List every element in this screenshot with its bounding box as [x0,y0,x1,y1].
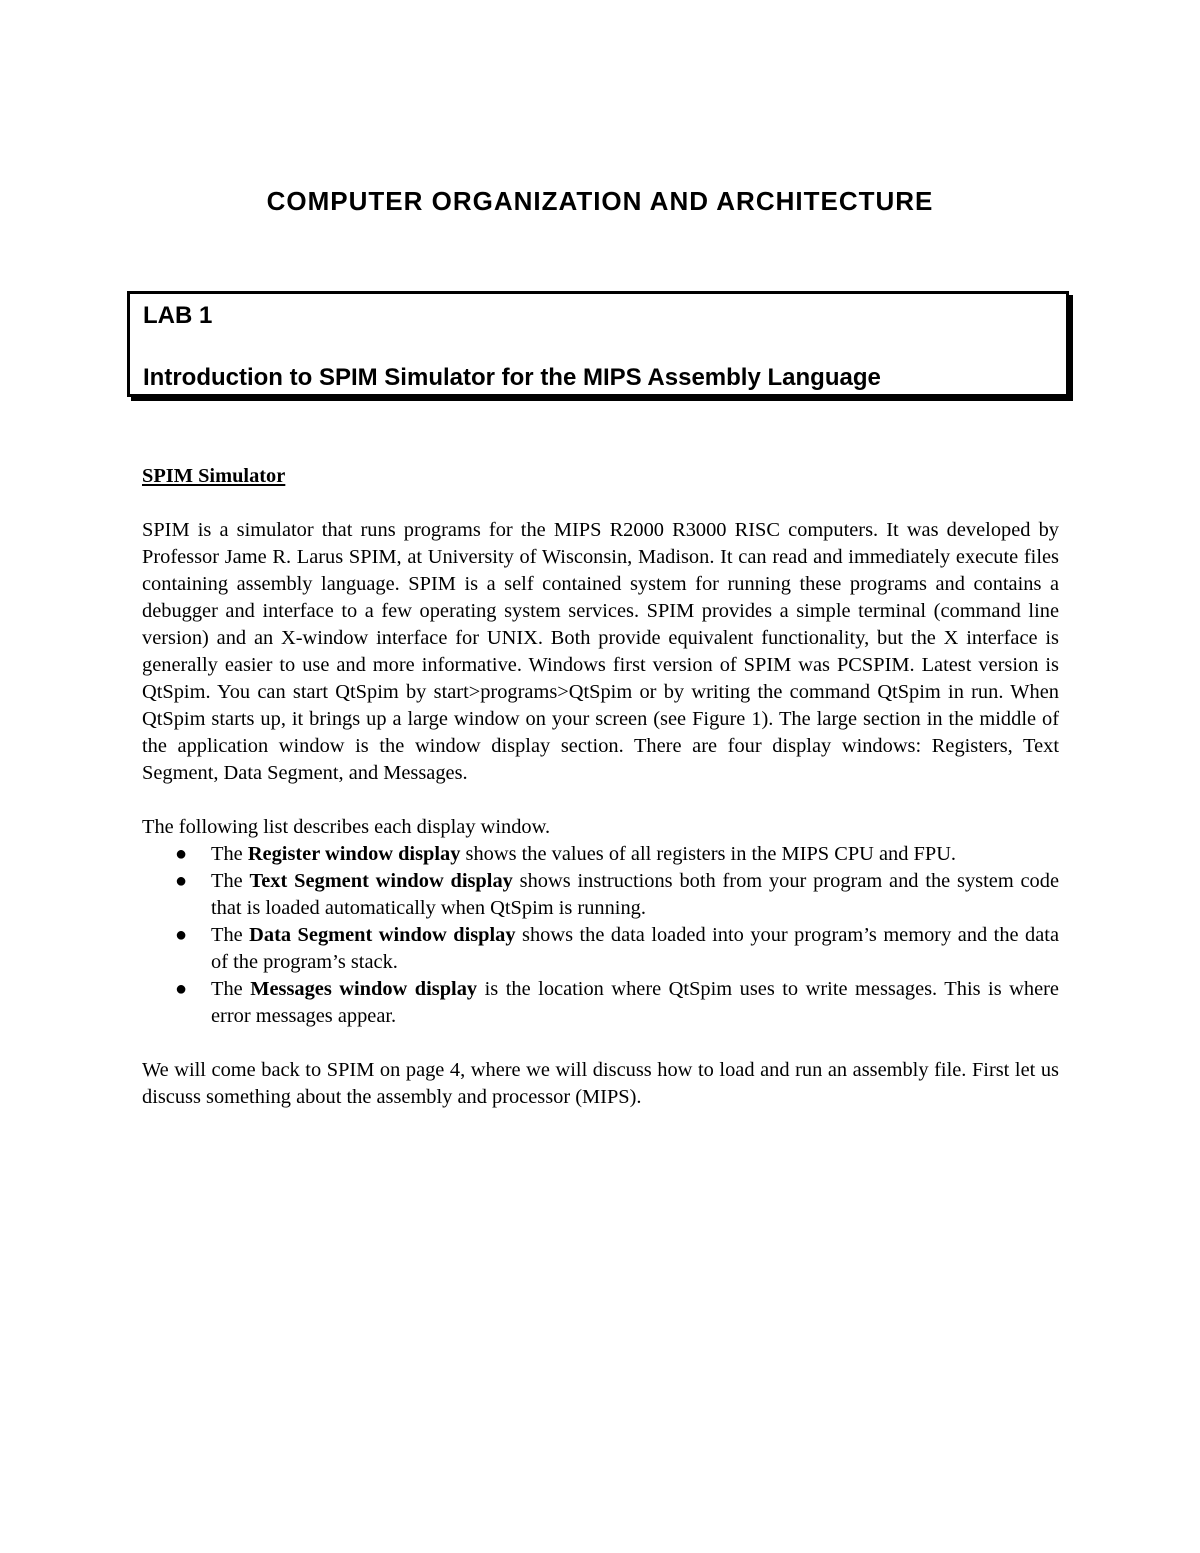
list-item [142,868,1059,922]
list-item-description: shows the data loaded into your program’s memory and the data of the program’s stack. [211,924,1059,973]
list-item [142,922,1059,976]
section-heading: SPIM Simulator [142,465,286,487]
list-item-term: Text Segment window display [249,870,513,892]
bullet-icon: ● [175,978,188,1000]
list-item-term: Data Segment window display [249,924,516,946]
lab-title-box [127,291,1069,397]
list-item-description: is the location where QtSpim uses to write messages. This is where error messages appear. [211,978,1059,1027]
list-item-description: shows instructions both from your program and the system code that is loaded automatically when QtSpim is running. [211,870,1059,919]
bullet-icon: ● [175,843,188,865]
closing-paragraph: We will come back to SPIM on page 4, where we will discuss how to load and run an assembly file. First let us discuss something about the assembly and processor (MIPS). [142,1059,1059,1108]
list-item [142,976,1059,1030]
list-item-prefix: The [211,978,251,1000]
list-item-term: Messages window display [250,978,478,1000]
list-item-prefix: The [211,924,250,946]
list-intro: The following list describes each display window. [142,816,551,838]
display-window-list [142,841,1059,1030]
page-title: COMPUTER ORGANIZATION AND ARCHITECTURE [266,186,934,216]
bullet-icon: ● [175,870,188,892]
list-item-prefix: The [211,870,250,892]
intro-paragraph: SPIM is a simulator that runs programs for the MIPS R2000 R3000 RISC computers. It was developed by Professor Jame R. Larus SPIM, at University of Wisconsin, Madison. It can read and immediately execute files containing assembly language. SPIM is a self contained system for running these programs and contains a debugger and interface to a few operating system services. SPIM provides a simple terminal (command line version) and an X-window interface for UNIX. Both provide equivalent functionality, but the X interface is generally easier to use and more informative. Windows first version of SPIM was PCSPIM. Latest version is QtSpim. You can start QtSpim by start>programs>QtSpim or by writing the command QtSpim in run. When QtSpim starts up, it brings up a large window on your screen (see Figure 1). The large section in the middle of the application window is the window display section. There are four display windows: Registers, Text Segment, Data Segment, and Messages. [142,519,1059,784]
list-item-description: shows the values of all registers in the MIPS CPU and FPU. [460,843,957,865]
lab-subtitle: Introduction to SPIM Simulator for the MIPS Assembly Language [143,364,881,391]
lab-number: LAB 1 [143,302,213,329]
list-item-prefix: The [211,843,248,865]
list-item-term: Register window display [247,843,461,865]
list-item [142,841,1059,868]
bullet-icon: ● [175,924,188,946]
document-body [142,463,1059,1138]
